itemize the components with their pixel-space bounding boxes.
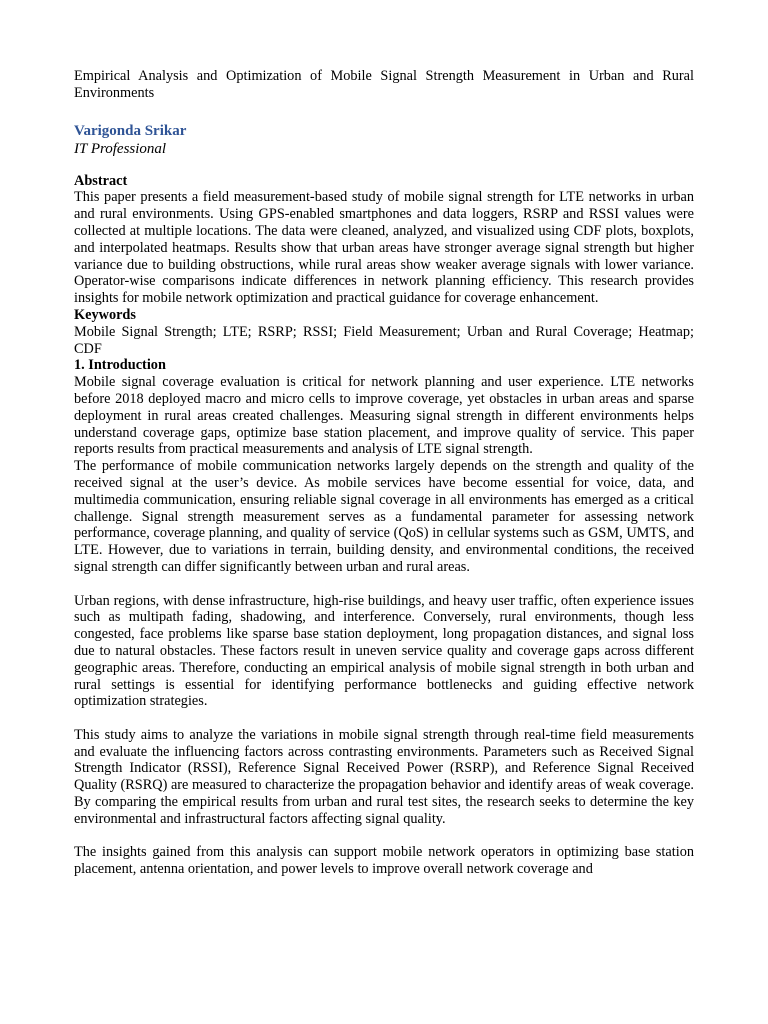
author-affiliation: IT Professional [74, 140, 167, 157]
paper-page [74, 68, 694, 878]
abstract-heading: Abstract [74, 172, 128, 189]
paper-title: Empirical Analysis and Optimization of Mobile Signal Strength Measurement in Urban and Rural Environments [74, 68, 694, 101]
introduction-heading: 1. Introduction [74, 357, 166, 374]
intro-paragraph-4: This study aims to analyze the variations in mobile signal strength through real-time field measurements and evaluate the influencing factors across contrasting environments. Parameters such as Received Signal Strength Indicator (RSSI), Reference Signal Received Power (RSRP), and Reference Signal Received Quality (RSRQ) are measured to characterize the propagation behavior and identify areas of weak coverage. By comparing the empirical results from urban and rural test sites, the research seeks to determine the key environmental and infrastructural factors affecting signal quality. [74, 726, 694, 827]
keywords-text: Mobile Signal Strength; LTE; RSRP; RSSI; Field Measurement; Urban and Rural Coverage; Heatmap; CDF [74, 323, 694, 357]
intro-paragraph-1: Mobile signal coverage evaluation is critical for network planning and user experience. LTE networks before 2018 deployed macro and micro cells to improve coverage, yet obstacles in urban areas and sparse deployment in rural areas created challenges. Measuring signal strength in different environments helps understand coverage gaps, optimize base station placement, and improve quality of service. This paper reports results from practical measurements and analysis of LTE signal strength. [74, 374, 694, 458]
abstract-text: This paper presents a field measurement-based study of mobile signal strength for LTE networks in urban and rural environments. Using GPS-enabled smartphones and data loggers, RSRP and RSSI values were collected at multiple locations. The data were cleaned, analyzed, and visualized using CDF plots, boxplots, and interpolated heatmaps. Results show that urban areas have stronger average signal strength but higher variance due to building obstructions, while rural areas show weaker average signals with lower variance. Operator-wise comparisons indicate differences in network planning efficiency. This research provides insights for mobile network optimization and practical guidance for coverage enhancement. [74, 189, 694, 307]
keywords-heading: Keywords [74, 306, 136, 323]
intro-paragraph-2: The performance of mobile communication networks largely depends on the strength and quality of the received signal at the user’s device. As mobile services have become essential for voice, data, and multimedia communication, ensuring reliable signal coverage in all environments has emerged as a critical challenge. Signal strength measurement serves as a fundamental parameter for assessing network performance, coverage planning, and quality of service (QoS) in cellular systems such as GSM, UMTS, and LTE. However, due to variations in terrain, building density, and environmental conditions, the received signal strength can differ significantly between urban and rural areas. [74, 458, 694, 575]
intro-paragraph-3: Urban regions, with dense infrastructure, high-rise buildings, and heavy user traffic, often experience issues such as multipath fading, shadowing, and interference. Conversely, rural environments, though less congested, face problems like sparse base station deployment, long propagation distances, and signal loss due to natural obstacles. These factors result in uneven service quality and coverage gaps across different geographic areas. Therefore, conducting an empirical analysis of mobile signal strength in both urban and rural settings is essential for identifying performance bottlenecks and guiding effective network optimization strategies. [74, 592, 694, 710]
intro-paragraph-5: The insights gained from this analysis can support mobile network operators in optimizing base station placement, antenna orientation, and power levels to improve overall network coverage and [74, 844, 694, 878]
author-name: Varigonda Srikar [74, 122, 187, 139]
